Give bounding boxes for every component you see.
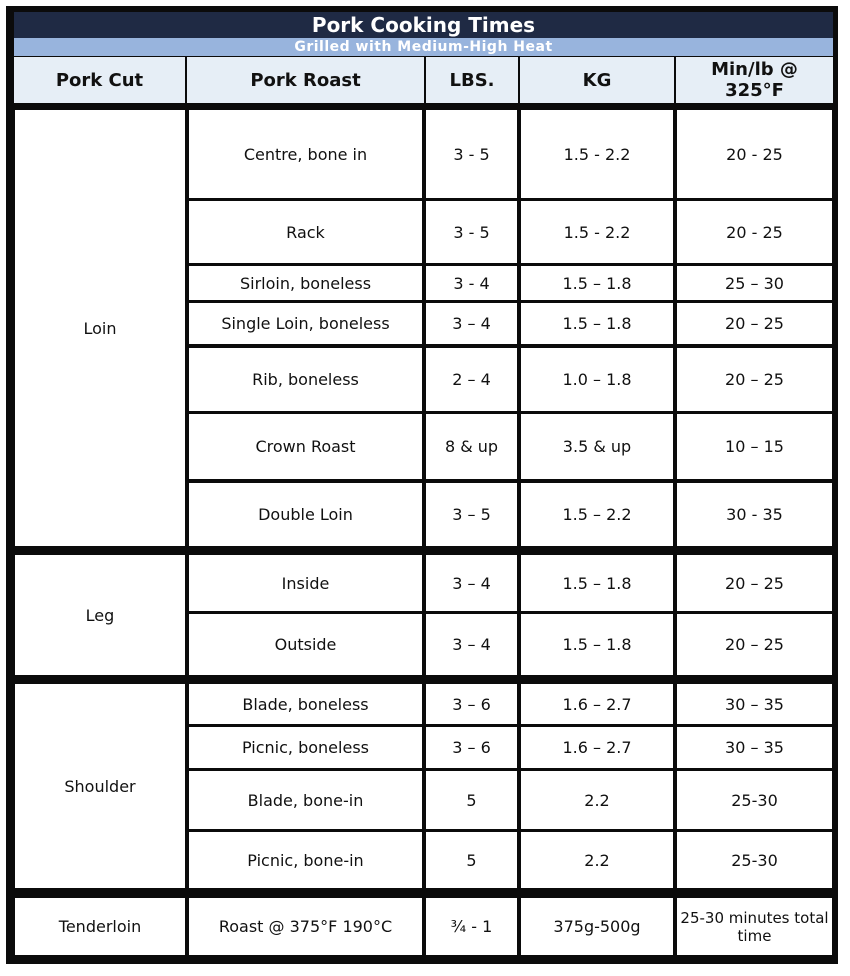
header-pork-cut: Pork Cut [14, 57, 185, 103]
table-subtitle: Grilled with Medium-High Heat [14, 38, 833, 56]
header-pork-roast: Pork Roast [187, 57, 424, 103]
table-cell-roast: Outside [189, 614, 422, 675]
table-cell-roast: Sirloin, boneless [189, 266, 422, 300]
table-cell-min: 10 – 15 [677, 414, 832, 479]
table-cell-roast: Double Loin [189, 483, 422, 546]
table-cell-lbs: 3 - 5 [426, 110, 517, 198]
table-cell-kg: 2.2 [521, 771, 673, 829]
table-cell-kg: 2.2 [521, 832, 673, 888]
pork-cut-cell: Tenderloin [15, 898, 185, 955]
table-cell-min: 30 - 35 [677, 483, 832, 546]
table-cell-lbs: 8 & up [426, 414, 517, 479]
table-cell-kg: 1.5 – 1.8 [521, 614, 673, 675]
pork-cut-cell: Shoulder [15, 684, 185, 888]
table-cell-min: 25-30 minutes total time [677, 898, 832, 955]
table-cell-min: 20 - 25 [677, 110, 832, 198]
table-cell-kg: 1.5 – 1.8 [521, 555, 673, 611]
table-cell-lbs: 3 – 4 [426, 555, 517, 611]
table-cell-kg: 3.5 & up [521, 414, 673, 479]
table-title: Pork Cooking Times [14, 12, 833, 38]
table-cell-kg: 1.6 – 2.7 [521, 727, 673, 768]
table-cell-roast: Centre, bone in [189, 110, 422, 198]
table-cell-min: 30 – 35 [677, 684, 832, 724]
table-cell-kg: 1.5 – 1.8 [521, 303, 673, 344]
table-cell-min: 20 – 25 [677, 614, 832, 675]
table-cell-roast: Rib, boneless [189, 348, 422, 411]
table-cell-min: 25 – 30 [677, 266, 832, 300]
table-cell-min: 20 – 25 [677, 303, 832, 344]
table-cell-kg: 1.0 – 1.8 [521, 348, 673, 411]
table-cell-min: 25-30 [677, 832, 832, 888]
table-cell-kg: 1.6 – 2.7 [521, 684, 673, 724]
table-cell-roast: Roast @ 375°F 190°C [189, 898, 422, 955]
table-cell-lbs: ¾ - 1 [426, 898, 517, 955]
table-cell-lbs: 3 – 6 [426, 684, 517, 724]
table-cell-roast: Rack [189, 201, 422, 263]
table-cell-roast: Blade, boneless [189, 684, 422, 724]
table-cell-lbs: 5 [426, 832, 517, 888]
table-cell-kg: 375g-500g [521, 898, 673, 955]
table-cell-lbs: 3 – 4 [426, 614, 517, 675]
table-cell-min: 20 - 25 [677, 201, 832, 263]
table-cell-roast: Picnic, bone-in [189, 832, 422, 888]
table-cell-roast: Crown Roast [189, 414, 422, 479]
table-cell-roast: Single Loin, boneless [189, 303, 422, 344]
table-cell-lbs: 3 – 4 [426, 303, 517, 344]
table-cell-kg: 1.5 - 2.2 [521, 110, 673, 198]
pork-cut-cell: Leg [15, 555, 185, 675]
table-cell-min: 30 – 35 [677, 727, 832, 768]
table-cell-kg: 1.5 – 1.8 [521, 266, 673, 300]
header-lbs: LBS. [426, 57, 518, 103]
table-cell-min: 20 – 25 [677, 555, 832, 611]
table-cell-roast: Inside [189, 555, 422, 611]
table-cell-min: 25-30 [677, 771, 832, 829]
table-cell-kg: 1.5 – 2.2 [521, 483, 673, 546]
header-kg: KG [520, 57, 674, 103]
table-cell-min: 20 – 25 [677, 348, 832, 411]
pork-cut-cell: Loin [15, 110, 185, 546]
table-cell-lbs: 3 – 5 [426, 483, 517, 546]
table-cell-lbs: 3 – 6 [426, 727, 517, 768]
table-cell-roast: Picnic, boneless [189, 727, 422, 768]
table-cell-lbs: 3 - 4 [426, 266, 517, 300]
table-cell-kg: 1.5 - 2.2 [521, 201, 673, 263]
header-min-per-lb: Min/lb @ 325°F [676, 57, 833, 103]
table-cell-roast: Blade, bone-in [189, 771, 422, 829]
table-cell-lbs: 2 – 4 [426, 348, 517, 411]
table-cell-lbs: 3 - 5 [426, 201, 517, 263]
table-cell-lbs: 5 [426, 771, 517, 829]
